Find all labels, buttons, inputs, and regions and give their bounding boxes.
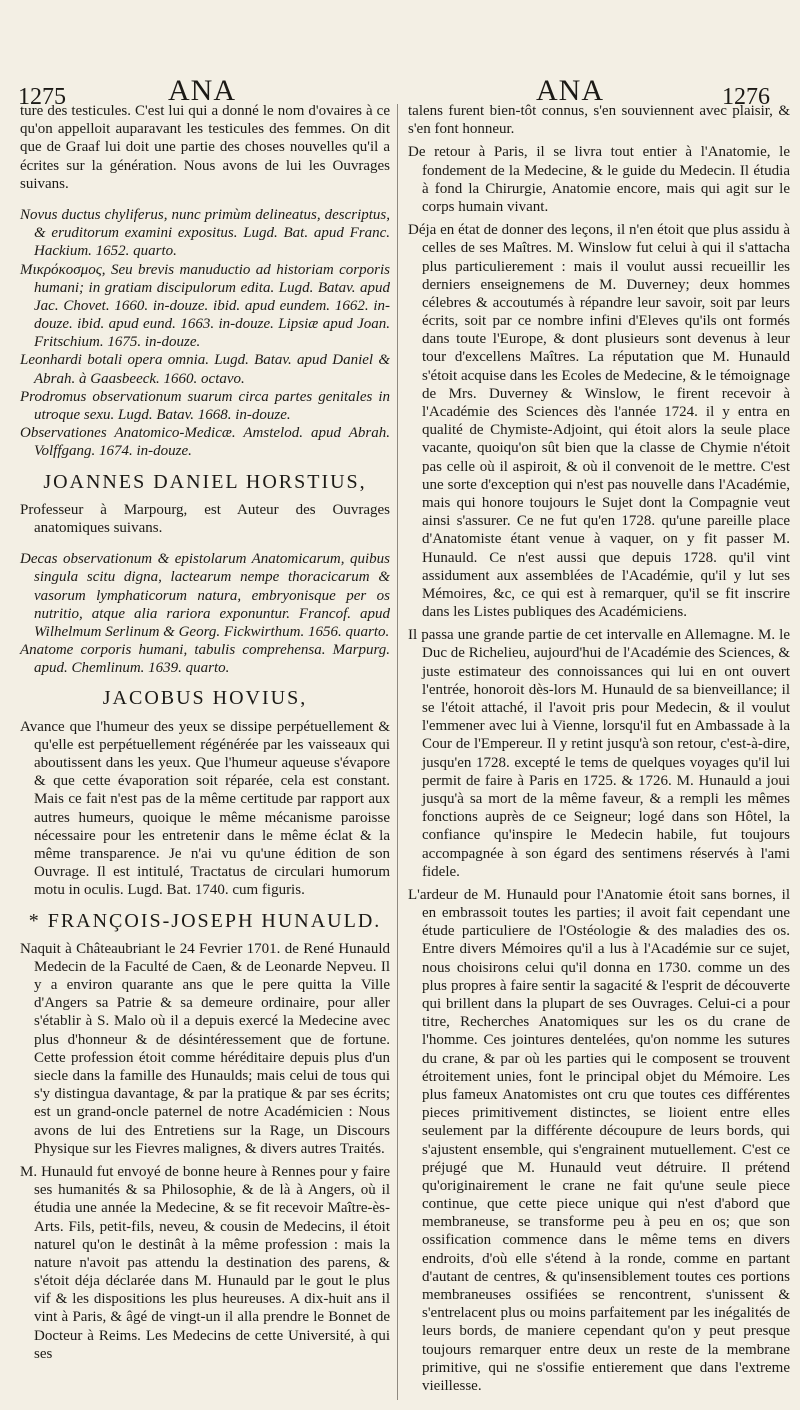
- right-paragraph-3: Déja en état de donner des leçons, il n'en étoit que plus assidu à celles de ses Maîtres. M. Winslow fut celui à qui il s'attacha plus particulierement : mais il voulut aussi recueillir les derniers enseignemens de M. Duverney; deux hommes célebres & accoutumés à répandre leur savoir, soit par leurs écrits, soit par ce nombre infini d'Eleves qu'ils ont formés dans toute l'Europe, & dont plusieurs sont devenus à leur tour d'excellens Maîtres. La réputation que M. Hunauld s'étoit acquise dans les Ecoles de Medecine, & le témoignage de Mrs. Duverney & Winslow, le firent recevoir à l'Académie des Sciences dès l'année 1724. il y entra en qualité de Chymiste-Adjoint, qui étoit alors la seule place vacante, quoiqu'on sût bien que la classe de Chymie n'étoit pas celle où il aspiroit, & où il convenoit de le mettre. C'est une sorte d'exception qui n'est pas nouvelle dans l'Académie, mais qui honore toujours le Sujet dont la Compagnie veut ainsi s'assurer. Ce ne fut qu'en 1728. qu'une pareille place d'Anatomiste étant venue à vaquer, on y fit passer M. Hunauld. Ce n'est aussi que depuis 1728. qu'il vint assidument aux assemblées de l'Académie, qu'il y lut ses Mémoires, &c, ce qui est à remarquer, qu'il se fit inscrire dans les Listes publiques des Académiciens.: [408, 222, 790, 621]
- heading-hovius: JACOBUS HOVIUS,: [102, 687, 308, 710]
- right-paragraph-2: De retour à Paris, il se livra tout entier à l'Anatomie, le fondement de la Medecine, & le guide du Medecin. Il étudia à fond la Chirurgie, Anatomie encore, mais qui agit sur le corps humain vivant.: [408, 144, 790, 215]
- left-column: [20, 102, 390, 1368]
- right-page-number: 1276: [722, 84, 770, 110]
- bibliography-entry: Anatome corporis humani, tabulis comprehensa. Marpurg. apud. Chemlinum. 1639. quarto.: [20, 642, 390, 677]
- hunauld-paragraph-2: M. Hunauld fut envoyé de bonne heure à Rennes pour y faire ses humanités & sa Philosophie, & de là à Angers, où il étudia une année la Medecine, & se fit recevoir Maître-ès-Arts. Fils, petit-fils, neveu, & cousin de Medecins, il étoit naturel qu'on le destinât à la même profession : mais la nature n'avoit pas attendu la destination des parens, & s'étoit déja déclarée dans M. Hunauld par le gout le plus vif & les dispositions les plus heureuses. A dix-huit ans il vint à Paris, & âgé de vingt-un il alla prendre le Bonnet de Docteur à Reims. Les Medecins de cette Université, à qui ses: [20, 1163, 390, 1362]
- right-paragraph-5: L'ardeur de M. Hunauld pour l'Anatomie étoit sans bornes, il en embrassoit toutes les parties; il avoit fait cependant une étude particuliere de l'Ostéologie & des maladies des os. Entre divers Mémoires qu'il a lus à l'Académie sur ce sujet, nous choisirons celui qu'il donna en 1730. comme un des plus propres à faire sentir la sagacité & l'esprit de découverte qui brillent dans la plupart de ses Ouvrages. Celui-ci a pour titre, Recherches Anatomiques sur les os du crane de l'homme. Ces jointures dentelées, qu'on nomme les sutures du crane, & par où les parties qui le composent se trouvent étroitement unies, font le principal objet du Mémoire. Les plus fameux Anatomistes ont cru que toutes ces différentes pieces primitivement distinctes, se lioient entre elles seulement par la différente découpure de leurs bords, qui s'ajustent ensemble, qui s'engrainent mutuellement. C'est ce préjugé que M. Hunauld veut détruire. Il prétend qu'originairement le crane ne fait qu'une seule piece continue, que cette piece unique qui n'est d'abord que membraneuse, se transforme peu à peu en os; que son ossification commence dans le même tems en divers endroits, d'où elle s'étend à la ronde, comme en partant d'autant de centres, & qu'insensiblement toutes ces portions membraneuses ossifiées se rencontrent, s'unissent & s'entrelacent plus ou moins parfaitement par les inégalités de leurs bords, de maniere cependant qu'on y peut presque toujours remarquer entre deux un reste de la membrane primitive, qui ne s'ossifie entierement que dans l'extreme vieillesse.: [408, 886, 790, 1394]
- right-column: [408, 102, 790, 1400]
- bibliography-entry: Leonhardi botali opera omnia. Lugd. Batav. apud Daniel & Abrah. à Gaasbeeck. 1660. octavo.: [20, 352, 390, 387]
- bibliography-entry: Observationes Anatomico-Medicæ. Amstelod. apud Abrah. Volffgang. 1674. in-douze.: [20, 425, 390, 460]
- hunauld-paragraph-1: Naquit à Châteaubriant le 24 Fevrier 1701. de René Hunauld Medecin de la Faculté de Caen, & de Leonarde Nepveu. Il y a environ quarante ans que le pere quitta la Ville d'Angers sa Patrie & sa demeure ordinaire, pour aller s'établir à S. Malo où il a depuis exercé la Medecine avec plus d'honneur & de désintéressement que de fortune. Cette profession étoit comme héréditaire depuis plus d'un siecle dans la famille des Hunaulds; mais celui de tous qui s'y distingua davantage, & par la pratique & par ses écrits; est un grand-oncle paternel de notre Académicien : Nous avons de lui des Entretiens sur la Rage, un Discours Physique sur les Fievres malignes, & divers autres Traités.: [20, 940, 390, 1157]
- heading-hunauld: * FRANÇOIS-JOSEPH HUNAULD.: [28, 909, 382, 932]
- intro-paragraph: ture des testicules. C'est lui qui a donné le nom d'ovaires à ce qu'on appelloit auparavant les testicules des femmes. On dit que de Graaf lui doit une partie des choses nouvelles qu'il a écrites sur la génération. Nous avons de lui les Ouvrages suivans.: [20, 103, 390, 192]
- right-paragraph-4: Il passa une grande partie de cet intervalle en Allemagne. M. le Duc de Richelieu, aujourd'hui de l'Académie des Sciences, & juste estimateur des connoissances qui lui en ont ouvert l'entrée, honoroit dès-lors M. Hunauld de sa bienveillance; il se l'étoit attaché, il l'avoit pris pour Medecin, & il voulut l'emmener avec lui à Vienne, lorsqu'il fut en Ambassade à la Cour de l'Empereur. Il y retint jusqu'à son retour, c'est-à-dire, jusqu'en 1728. excepté le tems de quelques voyages qu'il lui permit de faire à Paris en 1725. & 1726. M. Hunauld a joui jusqu'à sa mort de la même faveur, & a rempli les mêmes fonctions auprès de ce Seigneur; logé dans son Hôtel, la confiance qu'inspire le Medecin habile, fut toujours accompagnée à son égard des sentimens réservés à l'ami fidele.: [408, 627, 790, 880]
- column-divider: [397, 104, 398, 1400]
- hovius-paragraph: Avance que l'humeur des yeux se dissipe perpétuellement & qu'elle est perpétuellement régénérée par les vaisseaux qui aboutissent dans les yeux. Que l'humeur aqueuse s'évapore & que cette évaporation soit réparée, cela est constant. Mais ce fait n'est pas de la même certitude par rapport aux autres humeurs, quoique le même mécanisme paroisse nécessaire pour les entretenir dans le même éclat & la même transparence. Je n'ai vu qu'une édition de son Ouvrage. Il est intitulé, Tractatus de circulari humorum motu in oculis. Lugd. Bat. 1740. cum figuris.: [20, 718, 390, 899]
- bibliography-entry: Μικρόκοσμος, Seu brevis manuductio ad historiam corporis humani; in gratiam discipulorum edita. Lugd. Batav. apud Jac. Chovet. 1660. in-douze. ibid. apud eundem. 1662. in-douze. ibid. apud eund. 1663. in-douze. Lipsiæ apud Joan. Fritschium. 1675. in-douze.: [20, 261, 390, 351]
- horstius-paragraph: Professeur à Marpourg, est Auteur des Ouvrages anatomiques suivans.: [20, 501, 390, 536]
- right-running-title: ANA: [536, 74, 604, 107]
- left-running-title: ANA: [168, 74, 236, 107]
- heading-horstius: JOANNES DANIEL HORSTIUS,: [43, 470, 367, 493]
- bibliography-entry: Novus ductus chyliferus, nunc primùm delineatus, descriptus, & eruditorum examini expositus. Lugd. Bat. apud Franc. Hackium. 1652. quarto.: [20, 206, 390, 260]
- right-paragraph-1: talens furent bien-tôt connus, s'en souviennent avec plaisir, & s'en font honneur.: [408, 103, 790, 138]
- bibliography-entry: Decas observationum & epistolarum Anatomicarum, quibus singula scitu digna, lactearum nempe thoracicarum & vasorum lymphaticorum natura, embryonisque per os nutritio, atque alia rariora exponuntur. Francof. apud Wilhelmum Serlinum & Georg. Fickwirthum. 1656. quarto.: [20, 551, 390, 640]
- bibliography-entry: Prodromus observationum suarum circa partes genitales in utroque sexu. Lugd. Batav. 1668. in-douze.: [20, 388, 390, 423]
- left-page-number: 1275: [18, 84, 66, 110]
